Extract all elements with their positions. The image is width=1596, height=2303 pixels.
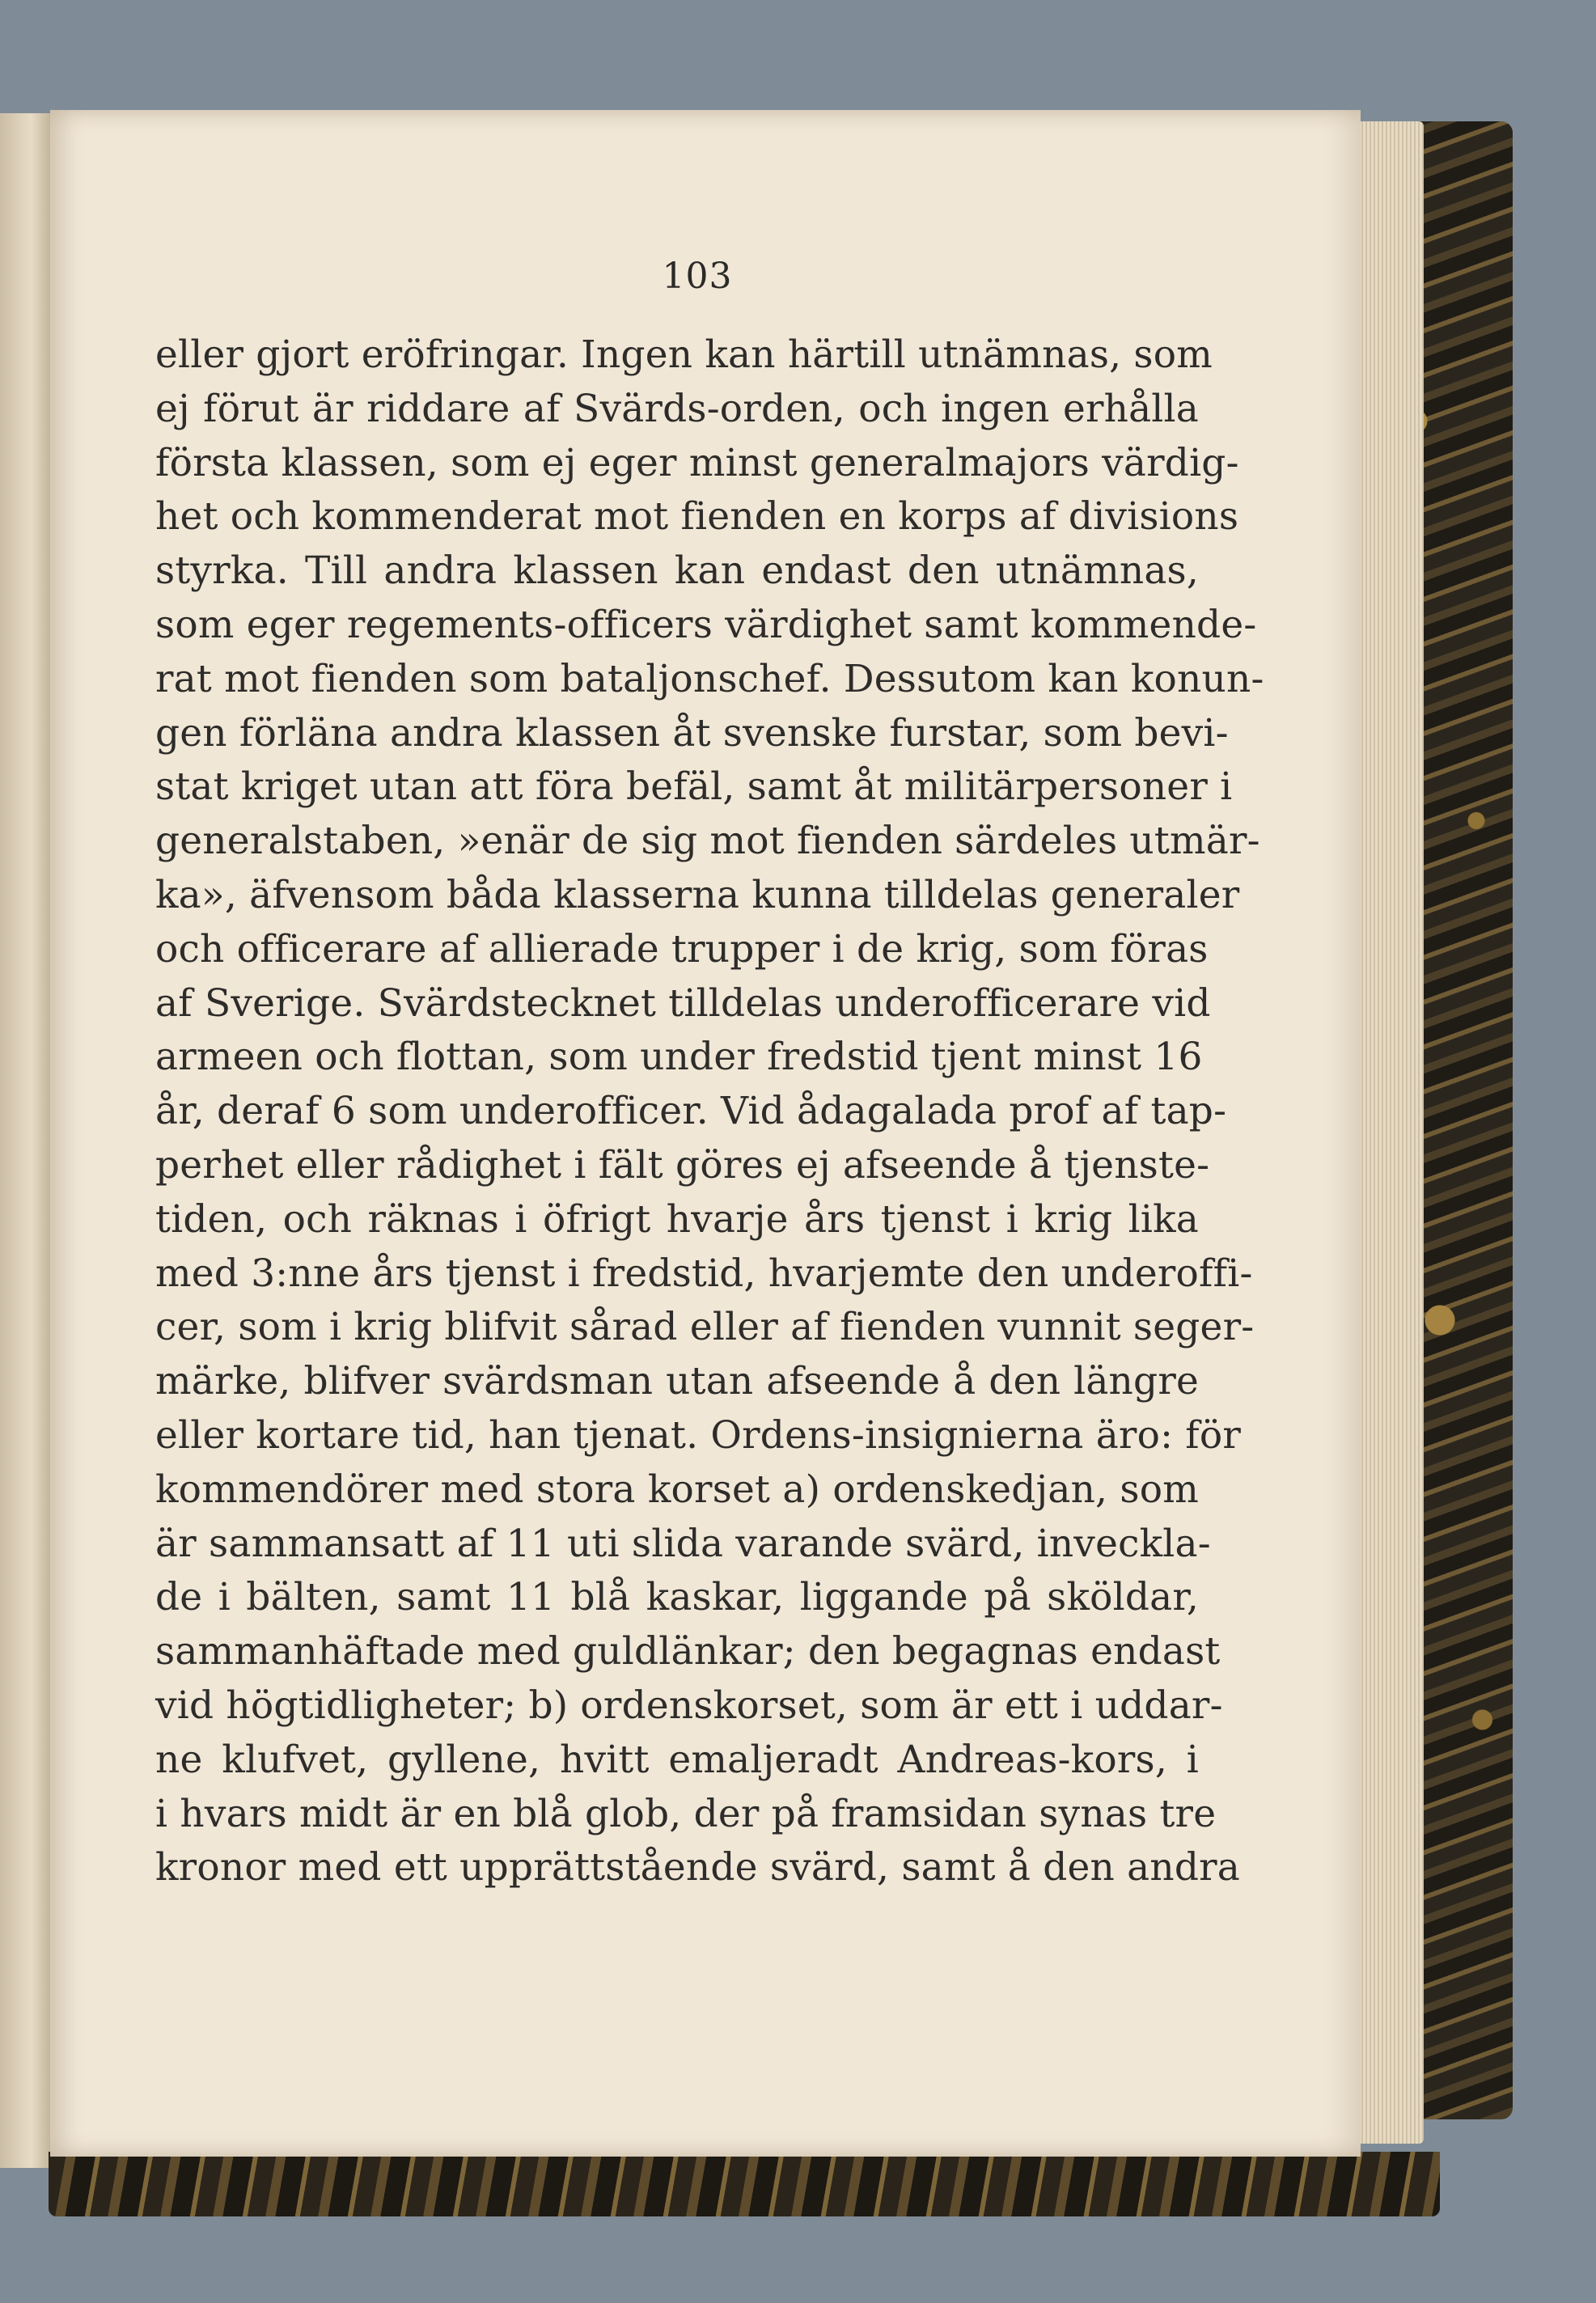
text-line: armeen och flottan, som under fredstid tjent minst 16 — [155, 1035, 1203, 1080]
text-line: de i bälten, samt 11 blå kaskar, liggande på sköldar, — [155, 1575, 1199, 1620]
text-line: ej förut är riddare af Svärds-orden, och ingen erhålla — [155, 386, 1199, 431]
text-line: kommendörer med stora korset a) ordenskedjan, som — [155, 1467, 1199, 1512]
marbled-cover-bottom — [49, 2152, 1440, 2216]
text-line: rat mot fienden som bataljonschef. Dessutom kan konun- — [155, 656, 1264, 701]
text-line: generalstaben, »enär de sig mot fienden särdeles utmär- — [155, 819, 1260, 864]
text-line: första klassen, som ej eger minst generalmajors värdig- — [155, 440, 1239, 485]
page-number: 103 — [662, 256, 733, 297]
text-line: i hvars midt är en blå glob, der på framsidan synas tre — [155, 1791, 1217, 1836]
text-line: kronor med ett upprättstående svärd, samt å den andra — [155, 1845, 1241, 1890]
text-line: eller kortare tid, han tjenat. Ordens-insignierna äro: för — [155, 1412, 1242, 1458]
page-text-block — [155, 328, 1264, 1895]
text-line: perhet eller rådighet i fält göres ej afseende å tjenste- — [155, 1142, 1210, 1187]
text-line: het och kommenderat mot fienden en korps af divisions — [155, 494, 1239, 540]
text-line: år, deraf 6 som underofficer. Vid ådagalada prof af tap- — [155, 1089, 1227, 1134]
text-line: eller gjort eröfringar. Ingen kan härtill utnämnas, som — [155, 332, 1213, 377]
text-line: märke, blifver svärdsman utan afseende å den längre — [155, 1359, 1199, 1404]
text-line: sammanhäftade med guldlänkar; den begagnas endast — [155, 1629, 1221, 1674]
text-line: styrka. Till andra klassen kan endast den utnämnas, — [155, 548, 1199, 594]
text-line: cer, som i krig blifvit sårad eller af fienden vunnit seger- — [155, 1305, 1255, 1350]
book-page — [50, 110, 1361, 2157]
text-line: vid högtidligheter; b) ordenskorset, som är ett i uddar- — [155, 1683, 1223, 1728]
text-line: som eger regements-officers värdighet samt kommende- — [155, 602, 1257, 647]
text-line: och officerare af allierade trupper i de krig, som föras — [155, 926, 1209, 972]
text-line: ne klufvet, gyllene, hvitt emaljeradt Andreas-kors, i — [155, 1737, 1199, 1782]
text-line: stat kriget utan att föra befäl, samt åt militärpersoner i — [155, 764, 1233, 810]
text-line: gen förläna andra klassen åt svenske furstar, som bevi- — [155, 710, 1229, 756]
text-line: är sammansatt af 11 uti slida varande svärd, inveckla- — [155, 1521, 1211, 1566]
text-line: ka», äfvensom båda klasserna kunna tilldelas generaler — [155, 872, 1240, 917]
text-line: med 3:nne års tjenst i fredstid, hvarjemte den underoffi- — [155, 1251, 1253, 1296]
text-line: af Sverige. Svärdstecknet tilldelas underofficerare vid — [155, 980, 1211, 1026]
text-line: tiden, och räknas i öfrigt hvarje års tjenst i krig lika — [155, 1196, 1199, 1242]
